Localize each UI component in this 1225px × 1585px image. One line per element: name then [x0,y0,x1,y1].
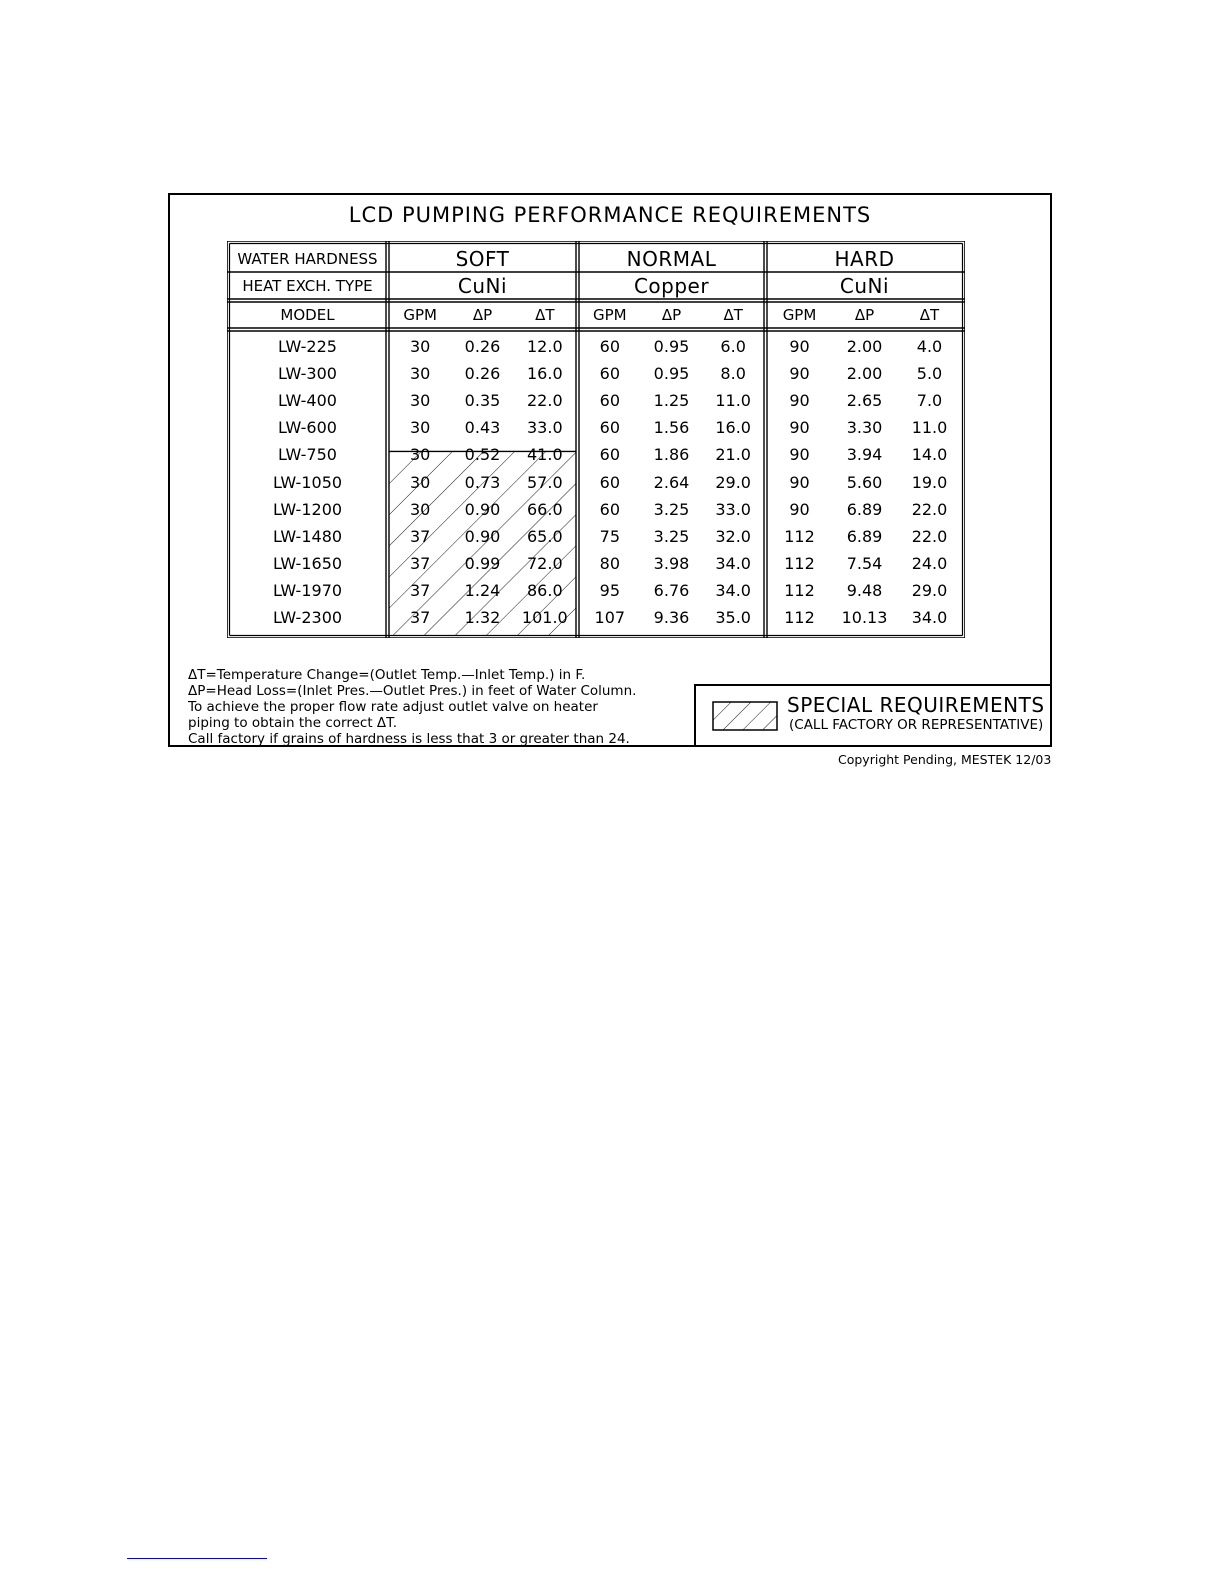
note-delta-p: ΔP=Head Loss=(Inlet Pres.—Outlet Pres.) in feet of Water Column. [188,683,637,699]
hard-value-cell: 6.89 [846,499,883,519]
soft-value-cell: 0.90 [464,499,501,519]
normal-value-cell: 2.64 [653,472,690,492]
model-cell: LW-600 [278,418,337,438]
normal-value-cell: 95 [599,580,620,600]
model-cell: LW-1970 [272,580,343,600]
hard-value-cell: 6.89 [846,526,883,546]
soft-value-cell: 16.0 [527,364,563,384]
hardness-hard: HARD [834,247,895,271]
soft-value-cell: 0.26 [464,364,501,384]
table-lines [227,241,965,638]
normal-value-cell: 3.25 [653,499,690,519]
legend-title: SPECIAL REQUIREMENTS [787,693,1045,717]
exchanger-normal: Copper [633,274,710,298]
normal-value-cell: 0.95 [653,337,690,356]
normal-value-cell: 0.95 [653,364,690,384]
soft-value-cell: 33.0 [527,418,563,438]
soft-value-cell: 0.35 [464,391,501,411]
normal-value-cell: 1.56 [653,418,690,438]
soft-value-cell: 0.52 [464,445,501,465]
normal-value-cell: 60 [599,337,620,356]
soft-value-cell: 37 [409,608,431,627]
normal-value-cell: 3.98 [653,553,690,573]
hard-value-cell: 34.0 [911,608,948,627]
model-cell: LW-2300 [272,608,343,627]
normal-value-cell: 6.76 [653,580,690,600]
soft-value-cell: 12.0 [527,337,563,356]
soft-value-cell: 86.0 [527,580,563,600]
normal-value-cell: 60 [599,499,620,519]
soft-value-cell: 0.73 [464,472,501,492]
exchanger-soft: CuNi [457,274,508,298]
hard-value-cell: 3.30 [846,418,883,438]
hard-value-cell: 112 [784,580,815,600]
hard-value-cell: 5.0 [916,364,943,384]
soft-value-cell: 0.26 [464,337,501,356]
model-cell: LW-225 [278,337,337,356]
soft-value-cell: 65.0 [527,526,563,546]
soft-value-cell: 30 [409,337,431,356]
model-cell: LW-1480 [272,526,343,546]
soft-value-cell: 0.43 [464,418,501,438]
col-header-normal-1: ΔP [661,306,682,324]
normal-value-cell: 75 [599,526,620,546]
hardness-soft: SOFT [455,247,510,271]
normal-value-cell: 6.0 [720,337,746,356]
hard-value-cell: 2.00 [846,364,883,384]
soft-value-cell: 72.0 [527,553,563,573]
soft-value-cell: 101.0 [521,608,568,627]
normal-value-cell: 34.0 [715,580,751,600]
normal-value-cell: 60 [599,445,620,465]
page-title: LCD PUMPING PERFORMANCE REQUIREMENTS [348,203,872,227]
soft-value-cell: 57.0 [527,472,563,492]
note-piping: piping to obtain the correct ΔT. [188,715,398,731]
normal-value-cell: 60 [599,418,620,438]
model-cell: LW-1200 [272,499,343,519]
model-cell: LW-750 [278,445,337,465]
soft-value-cell: 30 [409,391,431,411]
normal-value-cell: 1.25 [653,391,690,411]
normal-value-cell: 11.0 [715,391,751,411]
hard-value-cell: 29.0 [911,580,948,600]
hard-value-cell: 112 [784,608,815,627]
hard-value-cell: 4.0 [916,337,943,356]
footer-link-underline [127,1558,267,1559]
hard-value-cell: 10.13 [841,608,888,627]
model-header: MODEL [280,306,335,324]
hard-value-cell: 2.00 [846,337,883,356]
normal-value-cell: 33.0 [715,499,751,519]
hard-value-cell: 112 [784,553,815,573]
hard-value-cell: 7.54 [846,553,883,573]
normal-value-cell: 107 [594,608,626,627]
normal-value-cell: 16.0 [715,418,751,438]
soft-value-cell: 37 [409,526,431,546]
soft-value-cell: 30 [409,499,431,519]
soft-value-cell: 66.0 [527,499,563,519]
hard-value-cell: 3.94 [846,445,883,465]
soft-value-cell: 30 [409,418,431,438]
col-header-hard-2: ΔT [919,306,940,324]
hard-value-cell: 90 [789,364,810,384]
normal-value-cell: 8.0 [720,364,746,384]
hard-value-cell: 22.0 [911,499,948,519]
hard-value-cell: 112 [784,526,815,546]
col-header-normal-0: GPM [593,306,627,324]
normal-value-cell: 1.86 [653,445,690,465]
hardness-normal: NORMAL [626,247,717,271]
hard-value-cell: 90 [789,337,810,356]
note-hardness: Call factory if grains of hardness is less that 3 or greater than 24. [188,731,630,747]
hard-value-cell: 90 [789,391,810,411]
soft-value-cell: 30 [409,364,431,384]
copyright-text: Copyright Pending, MESTEK 12/03 [838,752,1052,767]
normal-value-cell: 60 [599,472,620,492]
hard-value-cell: 14.0 [911,445,948,465]
normal-value-cell: 3.25 [653,526,690,546]
water-hardness-label: WATER HARDNESS [237,250,378,268]
model-cell: LW-1050 [272,472,343,492]
soft-value-cell: 1.32 [464,608,501,627]
col-header-soft-1: ΔP [472,306,493,324]
soft-value-cell: 41.0 [527,445,563,465]
normal-value-cell: 9.36 [653,608,690,627]
model-cell: LW-1650 [272,553,343,573]
normal-value-cell: 34.0 [715,553,751,573]
hard-value-cell: 2.65 [846,391,883,411]
hard-value-cell: 24.0 [911,553,948,573]
hard-value-cell: 5.60 [846,472,883,492]
normal-value-cell: 32.0 [715,526,751,546]
soft-value-cell: 30 [409,472,431,492]
normal-value-cell: 35.0 [715,608,751,627]
legend-subtitle: (CALL FACTORY OR REPRESENTATIVE) [789,717,1044,733]
soft-value-cell: 0.90 [464,526,501,546]
soft-value-cell: 37 [409,580,431,600]
note-delta-t: ΔT=Temperature Change=(Outlet Temp.—Inlet Temp.) in F. [188,667,586,683]
col-header-hard-0: GPM [782,306,817,324]
col-header-hard-1: ΔP [854,306,875,324]
hard-value-cell: 9.48 [846,580,883,600]
hard-value-cell: 7.0 [916,391,943,411]
soft-value-cell: 1.24 [464,580,501,600]
normal-value-cell: 29.0 [715,472,751,492]
hard-value-cell: 90 [789,499,810,519]
notes-block [188,667,636,747]
soft-value-cell: 37 [409,553,431,573]
normal-value-cell: 80 [599,553,620,573]
hard-value-cell: 90 [789,445,810,465]
hard-value-cell: 90 [789,472,810,492]
model-cell: LW-400 [278,391,337,411]
col-header-normal-2: ΔT [723,306,743,324]
exchanger-hard: CuNi [839,274,890,298]
normal-value-cell: 60 [599,364,620,384]
heat-exch-label: HEAT EXCH. TYPE [242,277,373,295]
soft-value-cell: 0.99 [464,553,501,573]
hard-value-cell: 22.0 [911,526,948,546]
hard-value-cell: 90 [789,418,810,438]
normal-value-cell: 60 [599,391,620,411]
col-header-soft-0: GPM [403,306,437,324]
col-header-soft-2: ΔT [535,306,555,324]
model-cell: LW-300 [278,364,337,384]
performance-table [227,241,965,638]
hatch-legend-swatch [712,701,778,731]
soft-value-cell: 22.0 [527,391,563,411]
hard-value-cell: 19.0 [911,472,948,492]
hard-value-cell: 11.0 [911,418,948,438]
note-flow-rate: To achieve the proper flow rate adjust outlet valve on heater [188,699,598,715]
soft-value-cell: 30 [409,445,431,465]
normal-value-cell: 21.0 [715,445,751,465]
